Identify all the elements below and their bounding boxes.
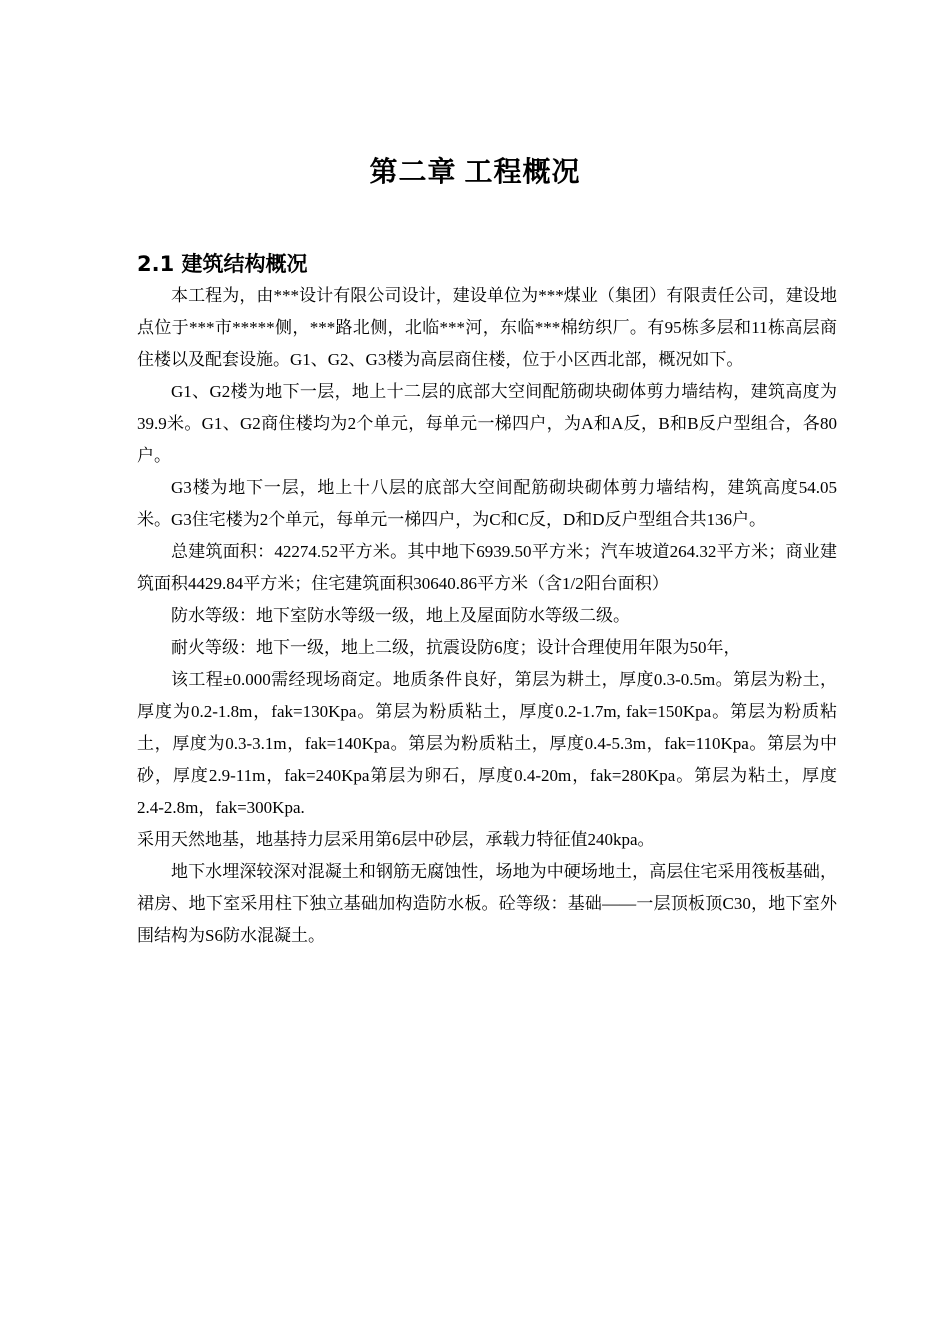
paragraph-foundation-bearing: 采用天然地基，地基持力层采用第6层中砂层，承载力特征值240kpa。: [137, 830, 655, 849]
paragraph-total-area: 总建筑面积：42274.52平方米。其中地下6939.50平方米；汽车坡道264.32平方米；商业建筑面积4429.84平方米；住宅建筑面积30640.86平方米（含1/2阳台面积）: [137, 542, 837, 593]
paragraph-waterproof-grade: 防水等级：地下室防水等级一级，地上及屋面防水等级二级。: [171, 606, 630, 625]
paragraph-groundwater-foundation: 地下水埋深较深对混凝土和钢筋无腐蚀性，场地为中硬场地土，高层住宅采用筏板基础，裙房、地下室采用柱下独立基础加构造防水板。砼等级：基础——一层顶板顶C30，地下室外围结构为S6防水混凝土。: [137, 862, 837, 945]
paragraph-fire-resistance: 耐火等级：地下一级，地上二级，抗震设防6度；设计合理使用年限为50年，: [171, 638, 741, 657]
paragraph-g3-building: G3楼为地下一层，地上十八层的底部大空间配筋砌块砌体剪力墙结构，建筑高度54.05米。G3住宅楼为2个单元，每单元一梯四户，为C和C反，D和D反户型组合共136户。: [137, 478, 837, 529]
paragraph-project-overview: 本工程为，由***设计有限公司设计，建设单位为***煤业（集团）有限责任公司，建设地点位于***市*****侧，***路北侧，北临***河，东临***棉纺织厂。有95栋多层和11栋高层商住楼以及配套设施。G1、G2、G3楼为高层商住楼，位于小区西北部，概况如下。: [137, 286, 837, 369]
paragraph-geology: 该工程±0.000需经现场商定。地质条件良好，第层为耕土，厚度0.3-0.5m。第层为粉土，厚度为0.2-1.8m，fak=130Kpa。第层为粉质粘土，厚度0.2-1.7m, fak=150Kpa。第层为粉质粘土，厚度为0.3-3.1m，fak=140Kpa。第层为粉质粘土，厚度0.4-5.3m，fak=110Kpa。第层为中砂，厚度2.9-11m，fak=240Kpa第层为卵石，厚度0.4-20m，fak=280Kpa。第层为粘土，厚度2.4-2.8m，fak=300Kpa.: [137, 670, 837, 817]
section-heading: 2.1 建筑结构概况: [137, 252, 308, 276]
paragraph-g1-g2-buildings: G1、G2楼为地下一层，地上十二层的底部大空间配筋砌块砌体剪力墙结构，建筑高度为39.9米。G1、G2商住楼均为2个单元，每单元一梯四户，为A和A反，B和B反户型组合，各80户。: [137, 382, 837, 465]
chapter-title: 第二章 工程概况: [369, 157, 581, 188]
section-body: [137, 280, 837, 952]
